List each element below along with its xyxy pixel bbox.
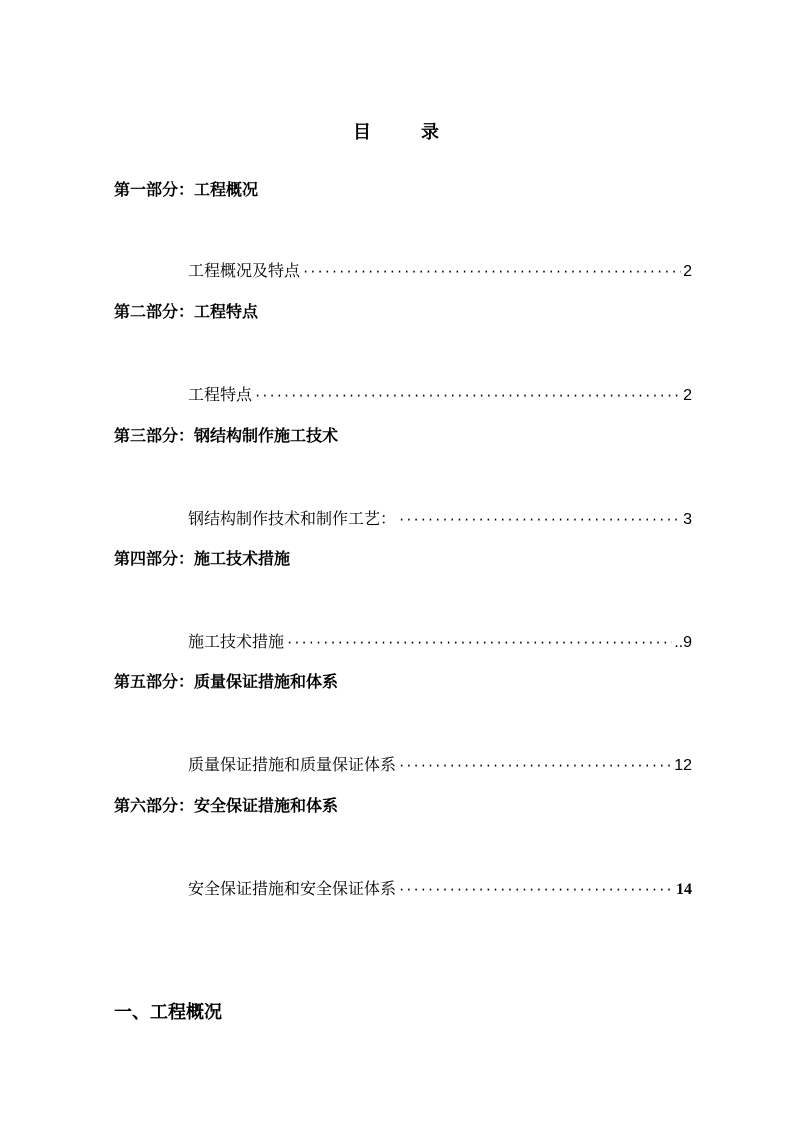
toc-title-char-2: 录 bbox=[421, 122, 441, 143]
section-heading: 一、工程概况 bbox=[114, 1002, 222, 1023]
toc-leader-dots bbox=[286, 636, 672, 650]
toc-entry-page: 14 bbox=[676, 881, 692, 898]
toc-entry[interactable] bbox=[188, 876, 692, 899]
toc-title bbox=[0, 118, 794, 144]
toc-entry-page: 12 bbox=[674, 757, 692, 774]
toc-leader-dots bbox=[398, 883, 674, 897]
toc-entry-page: 2 bbox=[683, 263, 692, 280]
toc-leader-dots bbox=[254, 389, 681, 403]
toc-part-heading: 第六部分：安全保证措施和体系 bbox=[114, 796, 339, 815]
toc-entry[interactable] bbox=[188, 382, 692, 405]
toc-leader-dots bbox=[398, 513, 681, 527]
toc-entry-label: 钢结构制作技术和制作工艺： bbox=[188, 509, 397, 528]
toc-entry-page: ..9 bbox=[674, 634, 692, 651]
toc-part-heading: 第三部分：钢结构制作施工技术 bbox=[114, 426, 339, 445]
toc-entry-page: 2 bbox=[683, 387, 692, 404]
toc-leader-dots bbox=[302, 265, 681, 279]
toc-entry-label: 安全保证措施和安全保证体系 bbox=[188, 879, 397, 898]
toc-title-char-1: 目 bbox=[353, 122, 373, 143]
toc-entry-page: 3 bbox=[683, 511, 692, 528]
toc-part-heading: 第四部分：施工技术措施 bbox=[114, 549, 291, 568]
toc-entry-label: 施工技术措施 bbox=[188, 632, 285, 651]
toc-entry-label: 工程概况及特点 bbox=[188, 261, 301, 280]
toc-entry-label: 工程特点 bbox=[188, 385, 253, 404]
toc-entry[interactable] bbox=[188, 629, 692, 652]
toc-entry[interactable] bbox=[188, 752, 692, 775]
toc-part-heading: 第二部分：工程特点 bbox=[114, 302, 259, 321]
toc-entry[interactable] bbox=[188, 506, 692, 529]
toc-part-heading: 第一部分：工程概况 bbox=[114, 180, 259, 199]
toc-entry-label: 质量保证措施和质量保证体系 bbox=[188, 755, 397, 774]
toc-part-heading: 第五部分：质量保证措施和体系 bbox=[114, 672, 339, 691]
toc-entry[interactable] bbox=[188, 258, 692, 281]
toc-leader-dots bbox=[398, 759, 672, 773]
